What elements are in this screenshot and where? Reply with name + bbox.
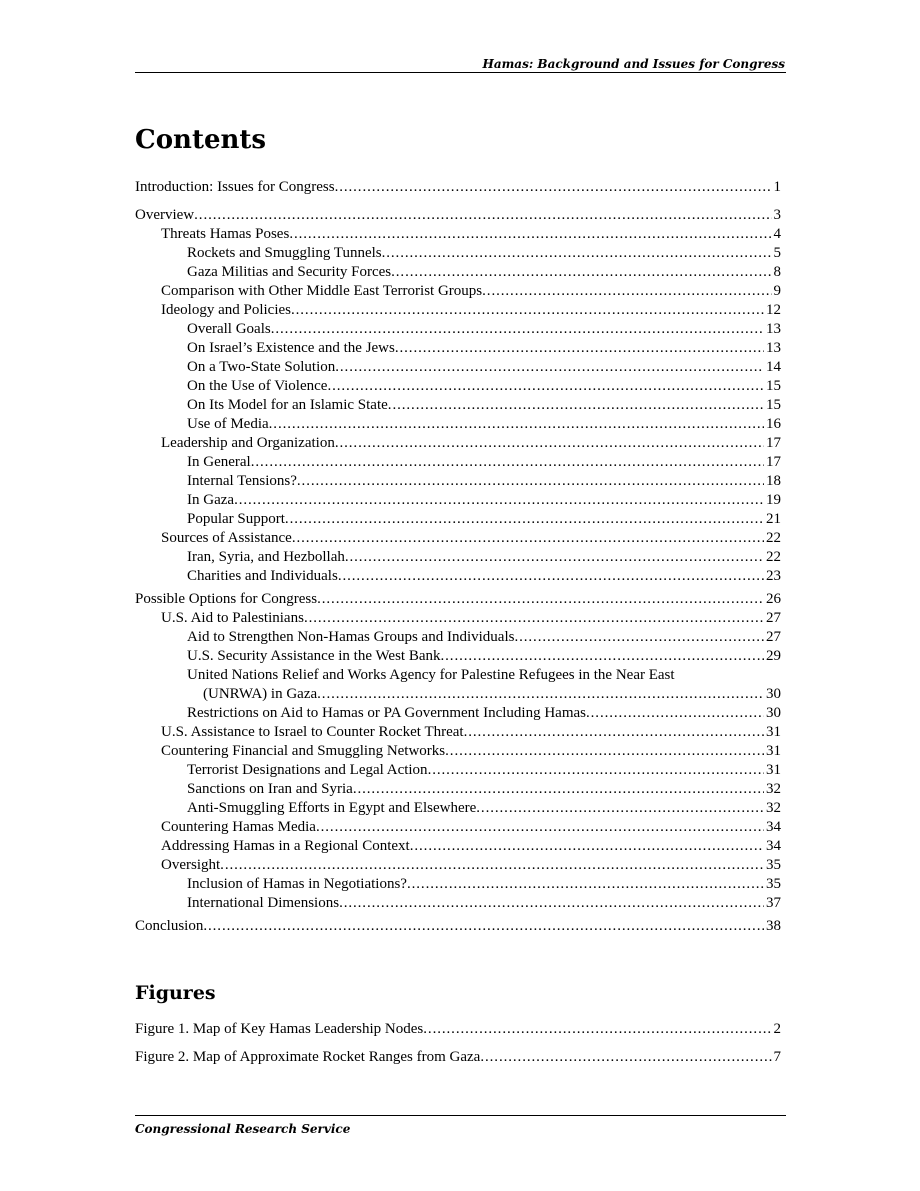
footer-rule — [135, 1115, 786, 1116]
toc-entry — [135, 742, 781, 761]
toc-link[interactable] — [187, 875, 781, 894]
list-of-figures — [135, 1020, 781, 1067]
toc-entry-title: Countering Financial and Smuggling Networks — [161, 743, 446, 759]
toc-page-number: 23 — [766, 568, 781, 584]
table-of-contents — [135, 178, 781, 936]
toc-link[interactable] — [135, 178, 781, 197]
toc-entry — [135, 491, 781, 510]
toc-entry-title: International Dimensions — [187, 895, 340, 911]
toc-page-number: 31 — [766, 724, 781, 740]
toc-entry — [135, 666, 781, 704]
toc-entry — [135, 339, 781, 358]
toc-link[interactable] — [187, 510, 781, 529]
toc-link[interactable] — [187, 358, 781, 377]
toc-link[interactable] — [187, 339, 781, 358]
figures-heading: Figures — [135, 982, 216, 1004]
toc-entry-title: Aid to Strengthen Non-Hamas Groups and Individuals — [187, 629, 515, 645]
dot-leader — [316, 818, 764, 837]
dot-leader — [304, 609, 764, 628]
dot-leader — [220, 856, 764, 875]
toc-link[interactable] — [187, 244, 781, 263]
dot-leader — [269, 415, 764, 434]
toc-link[interactable] — [161, 742, 781, 761]
toc-page-number: 17 — [766, 454, 781, 470]
toc-entry-title: Inclusion of Hamas in Negotiations? — [187, 876, 407, 892]
toc-entry — [135, 1020, 781, 1039]
toc-page-number: 15 — [766, 378, 781, 394]
toc-page-number: 22 — [766, 530, 781, 546]
toc-entry — [135, 453, 781, 472]
dot-leader — [353, 780, 764, 799]
toc-entry — [135, 510, 781, 529]
toc-entry — [135, 548, 781, 567]
toc-entry-title: On a Two-State Solution — [187, 359, 336, 375]
dot-leader — [476, 799, 764, 818]
dot-leader — [292, 529, 764, 548]
toc-page-number: 31 — [766, 743, 781, 759]
toc-link[interactable] — [161, 837, 781, 856]
toc-link[interactable] — [187, 894, 781, 913]
toc-entry-title: Restrictions on Aid to Hamas or PA Government Including Hamas — [187, 705, 586, 721]
dot-leader — [271, 320, 764, 339]
toc-page-number: 35 — [766, 876, 781, 892]
toc-link[interactable] — [135, 206, 781, 225]
toc-entry-title: Conclusion — [135, 918, 204, 934]
toc-entry-title: Possible Options for Congress — [135, 591, 318, 607]
toc-entry — [135, 396, 781, 415]
dot-leader — [338, 567, 764, 586]
toc-link[interactable] — [161, 818, 781, 837]
dot-leader — [480, 1048, 771, 1067]
dot-leader — [335, 434, 764, 453]
toc-entry-title-line2: (UNRWA) in Gaza — [203, 686, 318, 702]
toc-link[interactable] — [187, 780, 781, 799]
toc-page-number: 7 — [773, 1049, 781, 1065]
toc-entry-title: Overview — [135, 207, 195, 223]
toc-entry — [135, 434, 781, 453]
toc-entry-title: In Gaza — [187, 492, 235, 508]
toc-entry-title: U.S. Aid to Palestinians — [161, 610, 304, 626]
toc-link[interactable] — [161, 723, 781, 742]
dot-leader — [335, 178, 772, 197]
toc-link[interactable] — [187, 263, 781, 282]
toc-entry — [135, 837, 781, 856]
toc-entry — [135, 244, 781, 263]
contents-heading: Contents — [135, 125, 267, 155]
running-header: Hamas: Background and Issues for Congress — [482, 57, 785, 71]
toc-link[interactable] — [135, 917, 781, 936]
toc-entry — [135, 567, 781, 586]
toc-entry — [135, 472, 781, 491]
toc-entry-title: Iran, Syria, and Hezbollah — [187, 549, 345, 565]
toc-link[interactable] — [187, 396, 781, 415]
dot-leader — [345, 548, 764, 567]
toc-page-number: 18 — [766, 473, 781, 489]
toc-page-number: 12 — [766, 302, 781, 318]
toc-page-number: 30 — [766, 686, 781, 702]
dot-leader — [289, 225, 771, 244]
toc-entry — [135, 1048, 781, 1067]
dot-leader — [423, 1020, 771, 1039]
toc-link[interactable] — [187, 415, 781, 434]
toc-entry-title: Anti-Smuggling Efforts in Egypt and Elsewhere — [187, 800, 477, 816]
toc-entry-title: Gaza Militias and Security Forces — [187, 264, 392, 280]
toc-page-number: 8 — [773, 264, 781, 280]
toc-entry-title: Countering Hamas Media — [161, 819, 316, 835]
toc-link[interactable] — [187, 647, 781, 666]
dot-leader — [194, 206, 771, 225]
toc-page-number: 5 — [773, 245, 781, 261]
toc-entry-title: Terrorist Designations and Legal Action — [187, 762, 428, 778]
dot-leader — [203, 917, 764, 936]
toc-page-number: 29 — [766, 648, 781, 664]
toc-page-number: 31 — [766, 762, 781, 778]
toc-entry — [135, 856, 781, 875]
toc-entry — [135, 320, 781, 339]
toc-entry — [135, 894, 781, 913]
toc-entry — [135, 206, 781, 225]
toc-entry — [135, 529, 781, 548]
toc-entry — [135, 377, 781, 396]
toc-link[interactable] — [135, 590, 781, 609]
toc-entry-title: Sanctions on Iran and Syria — [187, 781, 353, 797]
toc-link[interactable] — [187, 377, 781, 396]
toc-page-number: 19 — [766, 492, 781, 508]
toc-entry-title: Use of Media — [187, 416, 269, 432]
dot-leader — [317, 590, 764, 609]
toc-page-number: 32 — [766, 800, 781, 816]
toc-link[interactable] — [187, 567, 781, 586]
toc-entry — [135, 590, 781, 609]
toc-page-number: 34 — [766, 838, 781, 854]
dot-leader — [297, 472, 764, 491]
toc-entry-title: Ideology and Policies — [161, 302, 291, 318]
toc-entry-title: In General — [187, 454, 251, 470]
toc-entry-title: On the Use of Violence — [187, 378, 328, 394]
toc-entry — [135, 178, 781, 197]
dot-leader — [382, 244, 772, 263]
toc-entry — [135, 917, 781, 936]
toc-page-number: 13 — [766, 340, 781, 356]
dot-leader — [234, 491, 764, 510]
header-rule — [135, 72, 786, 73]
dot-leader — [586, 704, 764, 723]
toc-entry-title: Leadership and Organization — [161, 435, 335, 451]
toc-entry-title: U.S. Security Assistance in the West Bank — [187, 648, 441, 664]
toc-page-number: 35 — [766, 857, 781, 873]
dot-leader — [514, 628, 764, 647]
dot-leader — [317, 685, 764, 704]
toc-link[interactable] — [135, 1020, 781, 1039]
toc-entry — [135, 609, 781, 628]
dot-leader — [482, 282, 771, 301]
toc-page-number: 26 — [766, 591, 781, 607]
dot-leader — [464, 723, 764, 742]
toc-link[interactable] — [161, 301, 781, 320]
toc-link[interactable] — [187, 472, 781, 491]
toc-entry — [135, 704, 781, 723]
toc-link[interactable] — [135, 1048, 781, 1067]
dot-leader — [395, 339, 764, 358]
toc-entry-title: U.S. Assistance to Israel to Counter Rocket Threat — [161, 724, 464, 740]
toc-page-number: 16 — [766, 416, 781, 432]
toc-entry-title: On Its Model for an Islamic State — [187, 397, 388, 413]
dot-leader — [327, 377, 764, 396]
toc-link[interactable] — [161, 856, 781, 875]
toc-entry-title: Oversight — [161, 857, 221, 873]
toc-entry-title: Overall Goals — [187, 321, 271, 337]
dot-leader — [428, 761, 764, 780]
toc-entry — [135, 780, 781, 799]
toc-link[interactable] — [161, 282, 781, 301]
toc-link[interactable] — [161, 529, 781, 548]
toc-entry-title: Popular Support — [187, 511, 285, 527]
toc-entry — [135, 301, 781, 320]
dot-leader — [285, 510, 764, 529]
running-footer: Congressional Research Service — [135, 1122, 351, 1136]
toc-entry-title: Introduction: Issues for Congress — [135, 179, 335, 195]
toc-page-number: 34 — [766, 819, 781, 835]
toc-entry-title: Sources of Assistance — [161, 530, 292, 546]
dot-leader — [410, 837, 764, 856]
toc-page-number: 2 — [773, 1021, 781, 1037]
toc-entry-title: Figure 1. Map of Key Hamas Leadership Nodes — [135, 1021, 424, 1037]
toc-page-number: 13 — [766, 321, 781, 337]
toc-page-number: 15 — [766, 397, 781, 413]
toc-page-number: 37 — [766, 895, 781, 911]
dot-leader — [339, 894, 764, 913]
toc-entry — [135, 628, 781, 647]
toc-entry-title: Internal Tensions? — [187, 473, 297, 489]
toc-entry — [135, 723, 781, 742]
toc-page-number: 21 — [766, 511, 781, 527]
toc-link[interactable] — [187, 799, 781, 818]
toc-link[interactable] — [187, 628, 781, 647]
toc-link[interactable] — [187, 320, 781, 339]
toc-link[interactable] — [187, 761, 781, 780]
dot-leader — [445, 742, 764, 761]
toc-entry — [135, 647, 781, 666]
toc-entry-title: Comparison with Other Middle East Terrorist Groups — [161, 283, 483, 299]
toc-page-number: 38 — [766, 918, 781, 934]
toc-page-number: 27 — [766, 610, 781, 626]
dot-leader — [391, 263, 771, 282]
toc-entry — [135, 358, 781, 377]
toc-page-number: 22 — [766, 549, 781, 565]
toc-entry-title-line1[interactable]: United Nations Relief and Works Agency for Palestine Refugees in the Near East — [187, 667, 675, 683]
dot-leader — [291, 301, 764, 320]
toc-page-number: 14 — [766, 359, 781, 375]
toc-entry — [135, 263, 781, 282]
toc-link[interactable] — [187, 685, 781, 704]
toc-link[interactable] — [187, 453, 781, 472]
dot-leader — [407, 875, 764, 894]
toc-entry — [135, 415, 781, 434]
toc-entry — [135, 799, 781, 818]
toc-page-number: 9 — [773, 283, 781, 299]
dot-leader — [251, 453, 764, 472]
toc-entry — [135, 818, 781, 837]
toc-link[interactable] — [161, 609, 781, 628]
toc-entry — [135, 875, 781, 894]
toc-entry-title: Rockets and Smuggling Tunnels — [187, 245, 382, 261]
dot-leader — [335, 358, 764, 377]
toc-entry-title: Threats Hamas Poses — [161, 226, 290, 242]
toc-link[interactable] — [161, 434, 781, 453]
toc-page-number: 1 — [773, 179, 781, 195]
toc-entry-title: Figure 2. Map of Approximate Rocket Ranges from Gaza — [135, 1049, 481, 1065]
toc-entry — [135, 761, 781, 780]
toc-entry-title: Addressing Hamas in a Regional Context — [161, 838, 410, 854]
toc-entry-title: Charities and Individuals — [187, 568, 338, 584]
dot-leader — [441, 647, 765, 666]
toc-page-number: 27 — [766, 629, 781, 645]
toc-page-number: 3 — [773, 207, 781, 223]
dot-leader — [388, 396, 764, 415]
toc-link[interactable] — [187, 548, 781, 567]
toc-page-number: 17 — [766, 435, 781, 451]
toc-link[interactable] — [187, 704, 781, 723]
toc-page-number: 32 — [766, 781, 781, 797]
toc-link[interactable] — [161, 225, 781, 244]
toc-entry — [135, 282, 781, 301]
toc-entry — [135, 225, 781, 244]
toc-page-number: 4 — [773, 226, 781, 242]
toc-link[interactable] — [187, 491, 781, 510]
toc-entry-title: On Israel’s Existence and the Jews — [187, 340, 395, 356]
toc-page-number: 30 — [766, 705, 781, 721]
